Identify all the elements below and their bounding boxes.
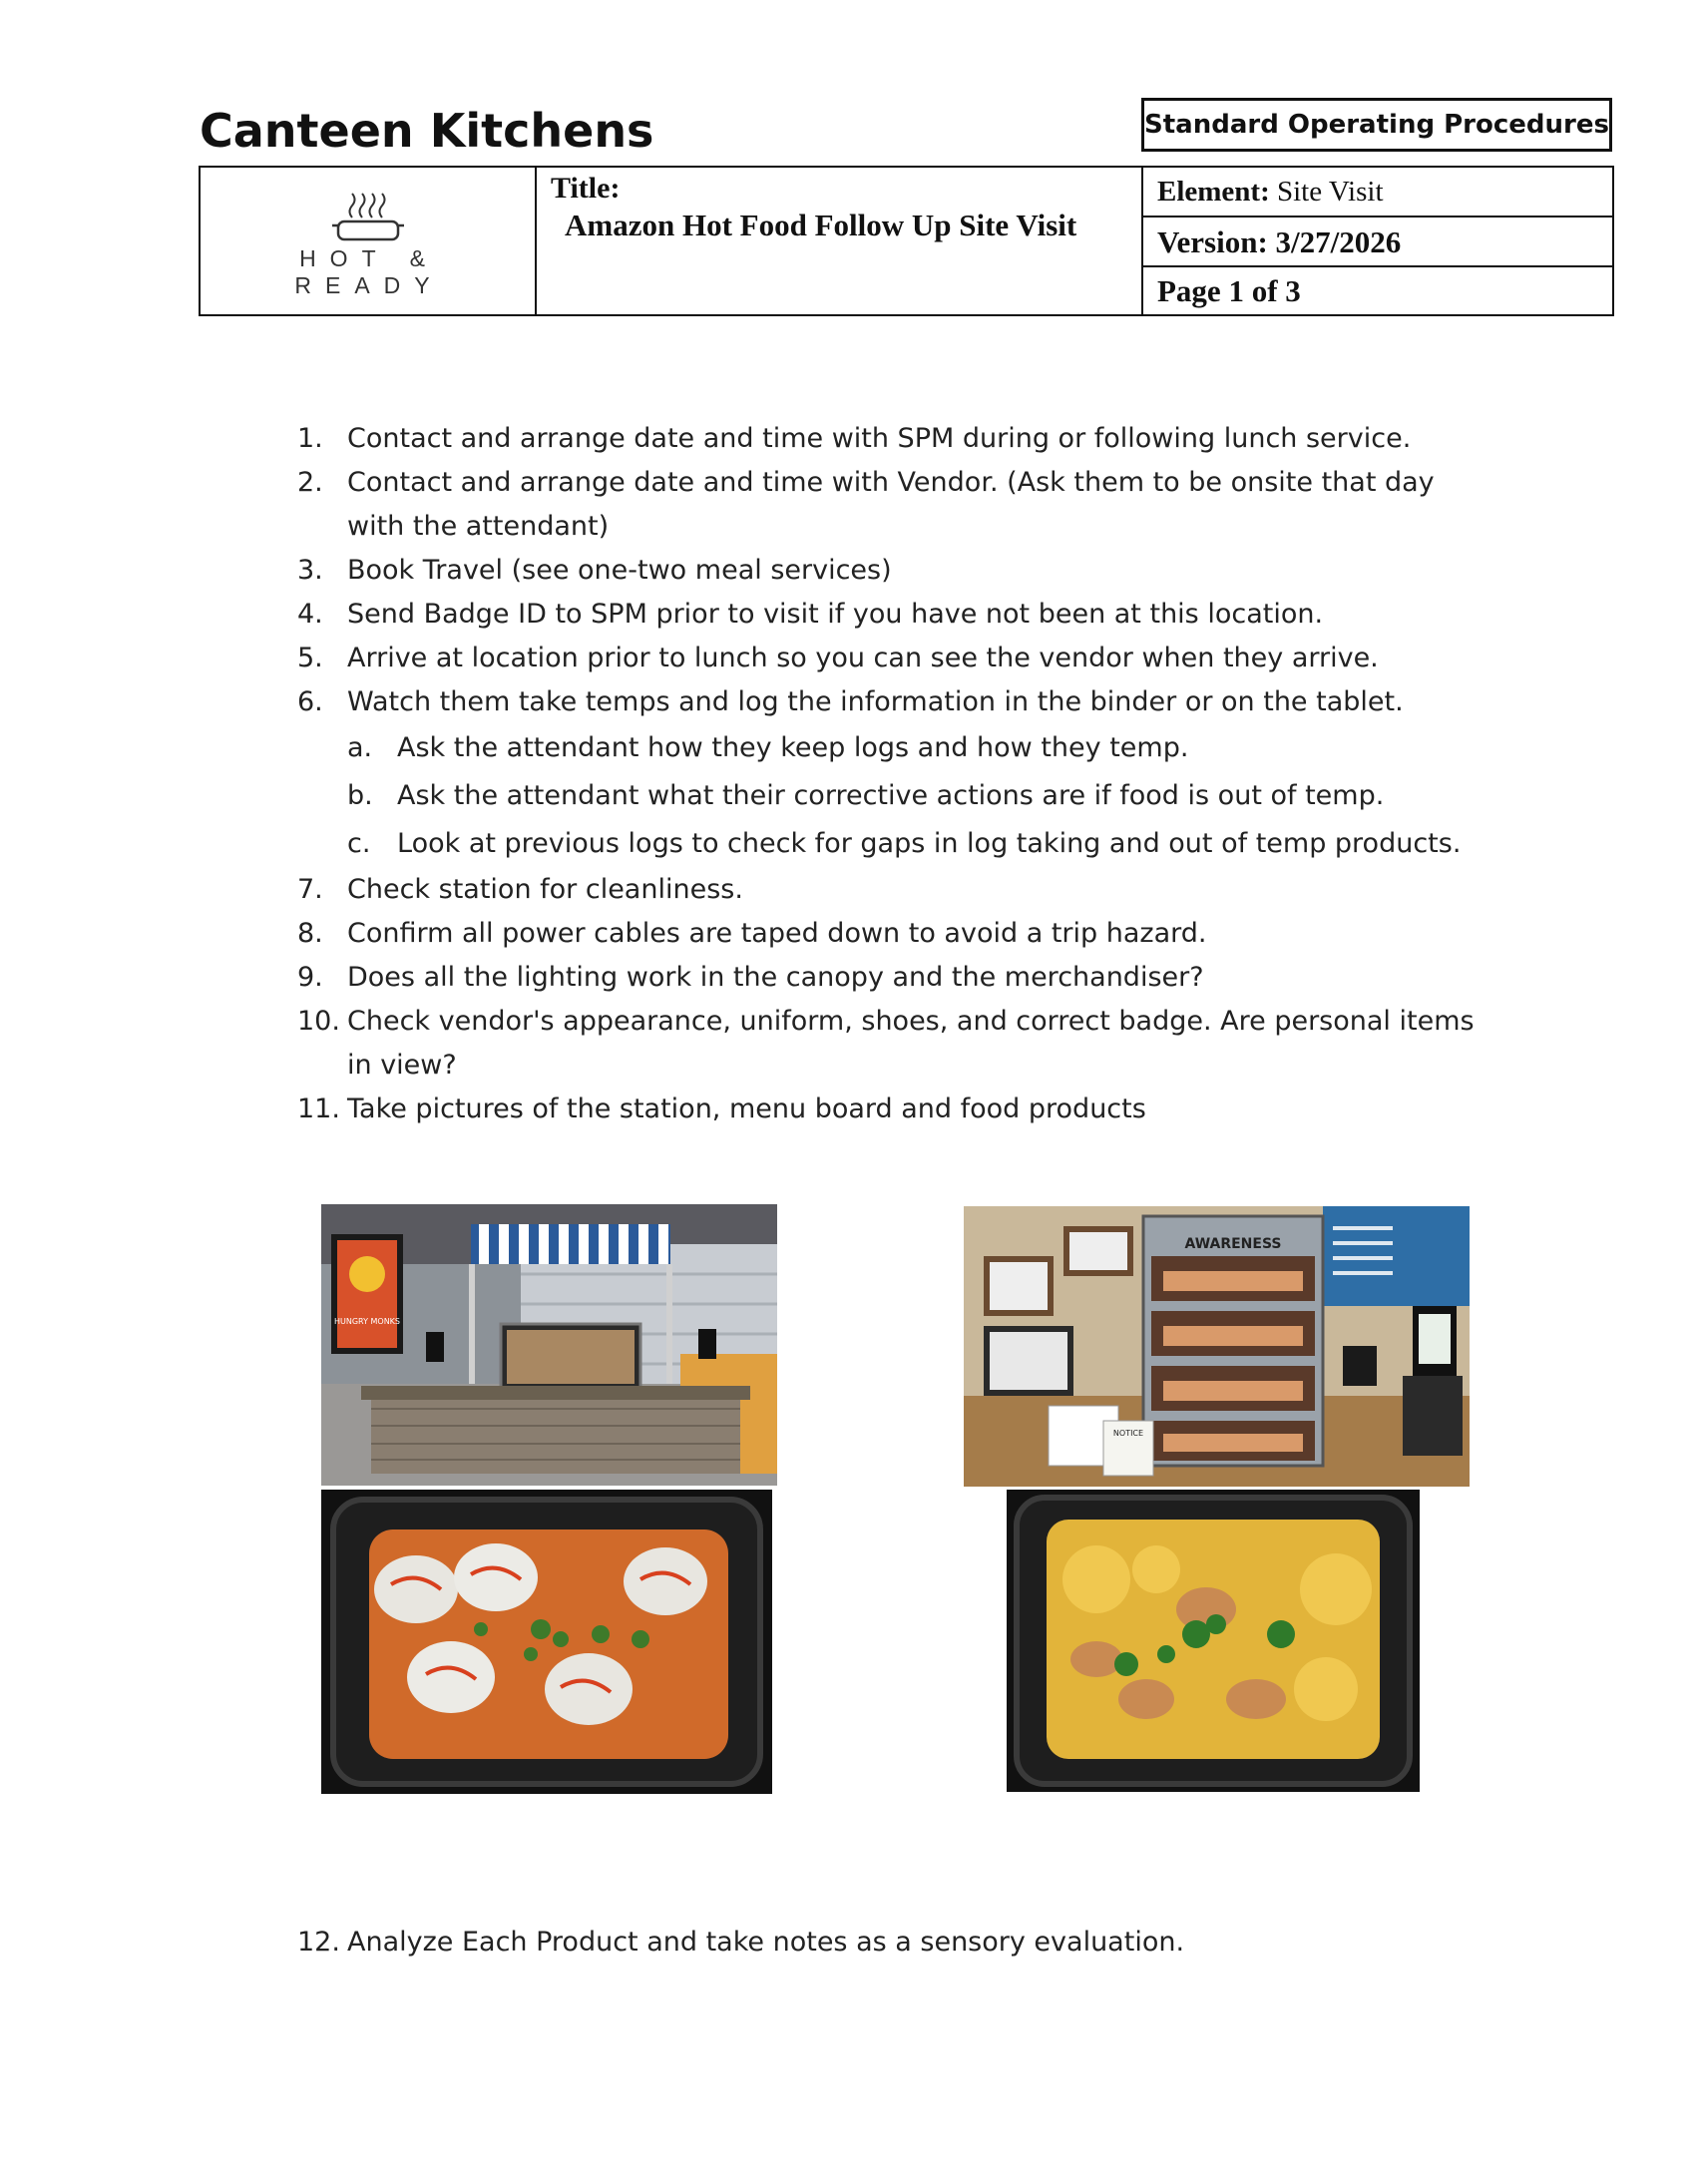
item-text: Ask the attendant what their corrective actions are if food is out of temp. (397, 780, 1385, 811)
item-number: 11. (297, 1093, 340, 1124)
list-item (297, 868, 1494, 912)
list-item (297, 1088, 1494, 1131)
item-text: Contact and arrange date and time with Vendor. (Ask them to be onsite that day with the attendant) (347, 467, 1435, 542)
item-number: 7. (297, 874, 323, 905)
title-label: Title: (551, 172, 621, 205)
hot-dish-icon (330, 188, 406, 245)
element-row (1143, 168, 1612, 218)
item-number: 8. (297, 918, 323, 949)
sub-list-item (297, 820, 1494, 868)
item-text: Send Badge ID to SPM prior to visit if you have not been at this location. (347, 599, 1324, 630)
item-text: Contact and arrange date and time with SPM during or following lunch service. (347, 423, 1412, 454)
list-item (297, 461, 1494, 549)
item-text: Does all the lighting work in the canopy and the merchandiser? (347, 962, 1204, 993)
list-item (297, 549, 1494, 593)
station-sign-text: HUNGRY MONKS (333, 1317, 401, 1326)
item-text: Confirm all power cables are taped down to avoid a trip hazard. (347, 918, 1207, 949)
item-number: 2. (297, 467, 323, 498)
item-number: 6. (297, 686, 323, 717)
list-item (297, 956, 1494, 1000)
item-letter: a. (347, 732, 373, 763)
item-text: Arrive at location prior to lunch so you can see the vendor when they arrive. (347, 643, 1379, 673)
list-item (297, 912, 1494, 956)
element-value: Site Visit (1277, 176, 1384, 208)
sop-label-box: Standard Operating Procedures (1141, 98, 1612, 152)
item-text: Analyze Each Product and take notes as a sensory evaluation. (347, 1927, 1185, 1958)
item-number: 5. (297, 643, 323, 673)
list-item (297, 1000, 1494, 1088)
logo-text: HOT & READY (294, 245, 444, 298)
list-item (297, 680, 1494, 724)
company-name: Canteen Kitchens (200, 104, 654, 158)
item-text: Watch them take temps and log the information in the binder or on the tablet. (347, 686, 1404, 717)
title-cell (537, 168, 1143, 314)
version-row: Version: 3/27/2026 (1143, 218, 1612, 267)
document-header-table (199, 166, 1614, 316)
document-title: Amazon Hot Food Follow Up Site Visit (565, 208, 1077, 242)
curry-rice-photo (1007, 1490, 1420, 1792)
item-letter: c. (347, 828, 371, 859)
notice-sign-text: NOTICE (1112, 1429, 1144, 1438)
dumplings-photo (321, 1490, 772, 1794)
sub-list-item (297, 724, 1494, 772)
merchandiser-photo (964, 1206, 1470, 1487)
element-label: Element: (1157, 176, 1270, 208)
item-text: Take pictures of the station, menu board and food products (347, 1093, 1146, 1124)
item-number: 3. (297, 555, 323, 586)
sub-list-item (297, 772, 1494, 820)
list-item (297, 417, 1494, 461)
item-number: 9. (297, 962, 323, 993)
item-number: 1. (297, 423, 323, 454)
item-number: 4. (297, 599, 323, 630)
list-item (297, 593, 1494, 637)
item-text: Check station for cleanliness. (347, 874, 743, 905)
item-letter: b. (347, 780, 373, 811)
list-item (297, 637, 1494, 680)
item-text: Check vendor's appearance, uniform, shoes, and correct badge. Are personal items in view? (347, 1006, 1475, 1081)
station-photo (321, 1204, 777, 1486)
item-text: Book Travel (see one-two meal services) (347, 555, 892, 586)
logo-cell (201, 168, 537, 314)
item-number: 12. (297, 1927, 340, 1958)
item-number: 10. (297, 1006, 340, 1037)
list-item (297, 1921, 1184, 1965)
item-text: Ask the attendant how they keep logs and how they temp. (397, 732, 1189, 763)
item-text: Look at previous logs to check for gaps in log taking and out of temp products. (397, 828, 1462, 859)
awareness-sign-text: AWARENESS (1184, 1236, 1282, 1252)
page-number: Page 1 of 3 (1157, 273, 1301, 308)
procedure-list (297, 417, 1494, 1131)
meta-cell (1143, 168, 1612, 314)
